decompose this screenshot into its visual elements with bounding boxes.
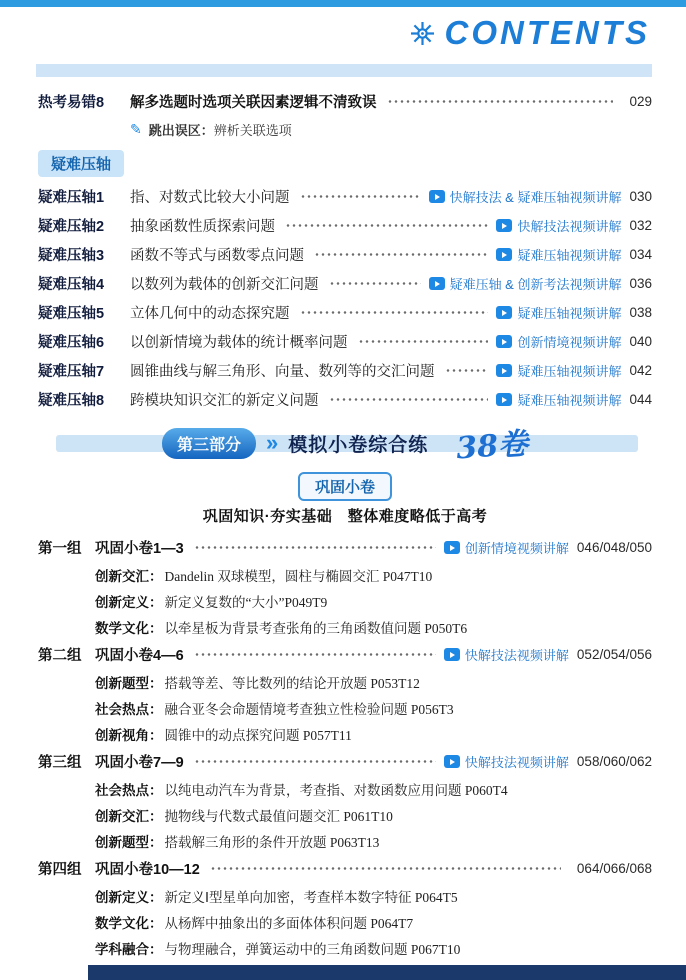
bottom-accent-bar bbox=[88, 965, 686, 980]
group-subitem-row bbox=[38, 695, 652, 721]
subitem-text: 抛物线与代数式最值问题交汇 P061T10 bbox=[164, 809, 393, 824]
dotted-leader bbox=[285, 223, 488, 228]
video-label: 疑难压轴视频讲解 bbox=[517, 248, 622, 263]
subitem-tag: 创新题型： bbox=[95, 676, 163, 691]
item-title: 跨模块知识交汇的新定义问题 bbox=[130, 393, 319, 409]
dotted-leader bbox=[329, 397, 489, 402]
page-number: 038 bbox=[629, 305, 652, 320]
subitem-text: 以牵星板为背景考查张角的三角函数值问题 P050T6 bbox=[164, 621, 468, 636]
video-play-icon bbox=[496, 306, 512, 319]
page-number: 034 bbox=[629, 247, 652, 262]
page-numbers: 046/048/050 bbox=[576, 540, 652, 555]
page-number: 030 bbox=[629, 189, 652, 204]
page-number: 040 bbox=[629, 334, 652, 349]
page-number: 029 bbox=[629, 93, 652, 109]
part3-title: 模拟小卷综合练 bbox=[288, 434, 429, 456]
video-play-icon bbox=[496, 248, 512, 261]
item-title: 抽象函数性质探索问题 bbox=[130, 219, 275, 235]
video-play-icon bbox=[429, 190, 445, 203]
video-play-icon bbox=[496, 335, 512, 348]
group-title: 巩固小卷7—9 bbox=[95, 755, 184, 771]
tip-text: 辨析关联选项 bbox=[213, 122, 292, 138]
compass-flower-icon bbox=[409, 20, 436, 47]
contents-title: CONTENTS bbox=[444, 14, 650, 51]
item-title: 函数不等式与函数零点问题 bbox=[130, 248, 304, 264]
group-subitem-row bbox=[38, 776, 652, 802]
dotted-leader bbox=[358, 339, 489, 344]
item-label: 疑难压轴3 bbox=[38, 248, 105, 264]
group-subitem-row bbox=[38, 883, 652, 909]
subitem-tag: 创新交汇： bbox=[95, 569, 163, 584]
toc-item-row bbox=[38, 182, 652, 211]
group-label: 第二组 bbox=[38, 648, 82, 664]
dotted-leader bbox=[387, 99, 614, 104]
hot-error-title: 解多选题时选项关联因素逻辑不清致误 bbox=[130, 94, 377, 111]
video-play-icon bbox=[444, 541, 460, 554]
group-header-row bbox=[38, 854, 652, 883]
video-label: 疑难压轴视频讲解 bbox=[517, 364, 622, 379]
double-arrow-icon: » bbox=[266, 430, 279, 455]
group-subitem-row bbox=[38, 588, 652, 614]
dotted-leader bbox=[445, 368, 489, 373]
video-play-icon bbox=[496, 364, 512, 377]
item-label: 疑难压轴4 bbox=[38, 277, 105, 293]
part3-badge: 第三部分 bbox=[162, 428, 256, 459]
subitem-tag: 数学文化： bbox=[95, 916, 163, 931]
hard-section-badge-wrap bbox=[38, 150, 652, 176]
group-header-row bbox=[38, 747, 652, 776]
subitem-tag: 创新视角： bbox=[95, 728, 163, 743]
subitem-tag: 社会热点： bbox=[95, 783, 163, 798]
group-title: 巩固小卷4—6 bbox=[95, 648, 184, 664]
page-numbers: 052/054/056 bbox=[576, 647, 652, 662]
subitem-text: 搭载等差、等比数列的结论开放题 P053T12 bbox=[164, 676, 420, 691]
page-number: 032 bbox=[629, 218, 652, 233]
video-play-icon bbox=[444, 648, 460, 661]
item-label: 疑难压轴7 bbox=[38, 364, 105, 380]
subitem-tag: 创新定义： bbox=[95, 890, 163, 905]
item-title: 指、对数式比较大小问题 bbox=[130, 190, 290, 206]
top-accent-strip bbox=[0, 0, 686, 7]
tip-tag: 跳出误区： bbox=[148, 122, 214, 138]
dotted-leader bbox=[300, 310, 489, 315]
page-number: 042 bbox=[629, 363, 652, 378]
subitem-tag: 数学文化： bbox=[95, 621, 163, 636]
toc-item-row bbox=[38, 240, 652, 269]
consolidate-badge: 巩固小卷 bbox=[298, 472, 392, 501]
video-label: 快解技法视频讲解 bbox=[464, 648, 569, 663]
subitem-text: 搭载解三角形的条件开放题 P063T13 bbox=[164, 835, 380, 850]
group-label: 第三组 bbox=[38, 755, 82, 771]
group-subitem-row bbox=[38, 935, 652, 961]
toc-item-row bbox=[38, 327, 652, 356]
page-numbers: 064/066/068 bbox=[576, 861, 652, 876]
video-play-icon bbox=[496, 219, 512, 232]
subitem-text: 融合亚冬会命题情境考查独立性检验问题 P056T3 bbox=[164, 702, 454, 717]
page-number: 044 bbox=[629, 392, 652, 407]
header-underline-bar bbox=[36, 64, 652, 77]
subitem-tag: 学科融合： bbox=[95, 942, 163, 957]
item-label: 疑难压轴5 bbox=[38, 306, 105, 322]
item-label: 疑难压轴2 bbox=[38, 219, 105, 235]
item-label: 疑难压轴6 bbox=[38, 335, 105, 351]
item-title: 以数列为载体的创新交汇问题 bbox=[130, 277, 319, 293]
consolidate-subtitle: 巩固知识·夯实基础 整体难度略低于高考 bbox=[202, 508, 488, 525]
hard-section-badge: 疑难压轴 bbox=[38, 150, 124, 177]
subitem-tag: 社会热点： bbox=[95, 702, 163, 717]
video-label: 疑难压轴视频讲解 bbox=[517, 393, 622, 408]
part3-section-header bbox=[38, 426, 652, 467]
toc-item-row bbox=[38, 211, 652, 240]
group-subitem-row bbox=[38, 721, 652, 747]
item-label: 疑难压轴8 bbox=[38, 393, 105, 409]
dotted-leader bbox=[329, 281, 421, 286]
consolidate-badge-wrap bbox=[38, 472, 652, 499]
dotted-leader bbox=[314, 252, 488, 257]
video-label: 创新情境视频讲解 bbox=[517, 335, 622, 350]
tip-row bbox=[130, 116, 652, 142]
video-play-icon bbox=[444, 755, 460, 768]
video-label: 快解技法视频讲解 bbox=[464, 755, 569, 770]
hard-section-items bbox=[38, 182, 652, 414]
pen-icon: ✎ bbox=[130, 120, 142, 137]
subitem-tag: 创新交汇： bbox=[95, 809, 163, 824]
toc-item-row bbox=[38, 356, 652, 385]
group-header-row bbox=[38, 640, 652, 669]
item-title: 圆锥曲线与解三角形、向量、数列等的交汇问题 bbox=[130, 364, 435, 380]
video-label: 疑难压轴 & 创新考法视频讲解 bbox=[449, 277, 622, 292]
group-subitem-row bbox=[38, 669, 652, 695]
subitem-text: Dandelin 双球模型，圆柱与椭圆交汇 P047T10 bbox=[164, 569, 433, 584]
group-subitem-row bbox=[38, 802, 652, 828]
toc-item-row bbox=[38, 298, 652, 327]
group-subitem-row bbox=[38, 562, 652, 588]
dotted-leader bbox=[194, 759, 436, 764]
subitem-tag: 创新题型： bbox=[95, 835, 163, 850]
page-header bbox=[409, 14, 651, 52]
group-header-row bbox=[38, 533, 652, 562]
subitem-text: 以纯电动汽车为背景，考查指、对数函数应用问题 P060T4 bbox=[164, 783, 508, 798]
dotted-leader bbox=[194, 652, 436, 657]
group-subitem-row bbox=[38, 828, 652, 854]
group-subitem-row bbox=[38, 614, 652, 640]
dotted-leader bbox=[194, 545, 436, 550]
page-numbers: 058/060/062 bbox=[576, 754, 652, 769]
subitem-tag: 创新定义： bbox=[95, 595, 163, 610]
subitem-text: 新定义复数的“大小”P049T9 bbox=[164, 595, 328, 610]
subitem-text: 新定义Ⅰ型星单向加密，考查样本数字特征 P064T5 bbox=[164, 890, 458, 905]
group-title: 巩固小卷1—3 bbox=[95, 541, 184, 557]
item-label: 疑难压轴1 bbox=[38, 190, 105, 206]
item-title: 以创新情境为载体的统计概率问题 bbox=[130, 335, 348, 351]
item-title: 立体几何中的动态探究题 bbox=[130, 306, 290, 322]
subitem-text: 与物理融合，弹簧运动中的三角函数问题 P067T10 bbox=[164, 942, 461, 957]
video-play-icon bbox=[496, 393, 512, 406]
hot-error-label: 热考易错8 bbox=[38, 94, 105, 111]
group-label: 第一组 bbox=[38, 541, 82, 557]
consolidate-groups bbox=[38, 533, 652, 961]
video-label: 快解技法视频讲解 bbox=[517, 219, 622, 234]
toc-content bbox=[38, 86, 652, 961]
video-label: 快解技法 & 疑难压轴视频讲解 bbox=[449, 190, 622, 205]
subitem-text: 圆锥中的动点探究问题 P057T11 bbox=[164, 728, 352, 743]
subitem-text: 从杨辉中抽象出的多面体体积问题 P064T7 bbox=[164, 916, 414, 931]
group-subitem-row bbox=[38, 909, 652, 935]
toc-item-row bbox=[38, 269, 652, 298]
hot-error-row bbox=[38, 86, 652, 116]
group-title: 巩固小卷10—12 bbox=[95, 862, 200, 878]
dotted-leader bbox=[300, 194, 421, 199]
page-number: 036 bbox=[629, 276, 652, 291]
group-label: 第四组 bbox=[38, 862, 82, 878]
video-label: 创新情境视频讲解 bbox=[464, 541, 569, 556]
part3-volume-count: 38卷 bbox=[455, 426, 530, 467]
video-label: 疑难压轴视频讲解 bbox=[517, 306, 622, 321]
dotted-leader bbox=[210, 866, 561, 871]
video-play-icon bbox=[429, 277, 445, 290]
toc-item-row bbox=[38, 385, 652, 414]
